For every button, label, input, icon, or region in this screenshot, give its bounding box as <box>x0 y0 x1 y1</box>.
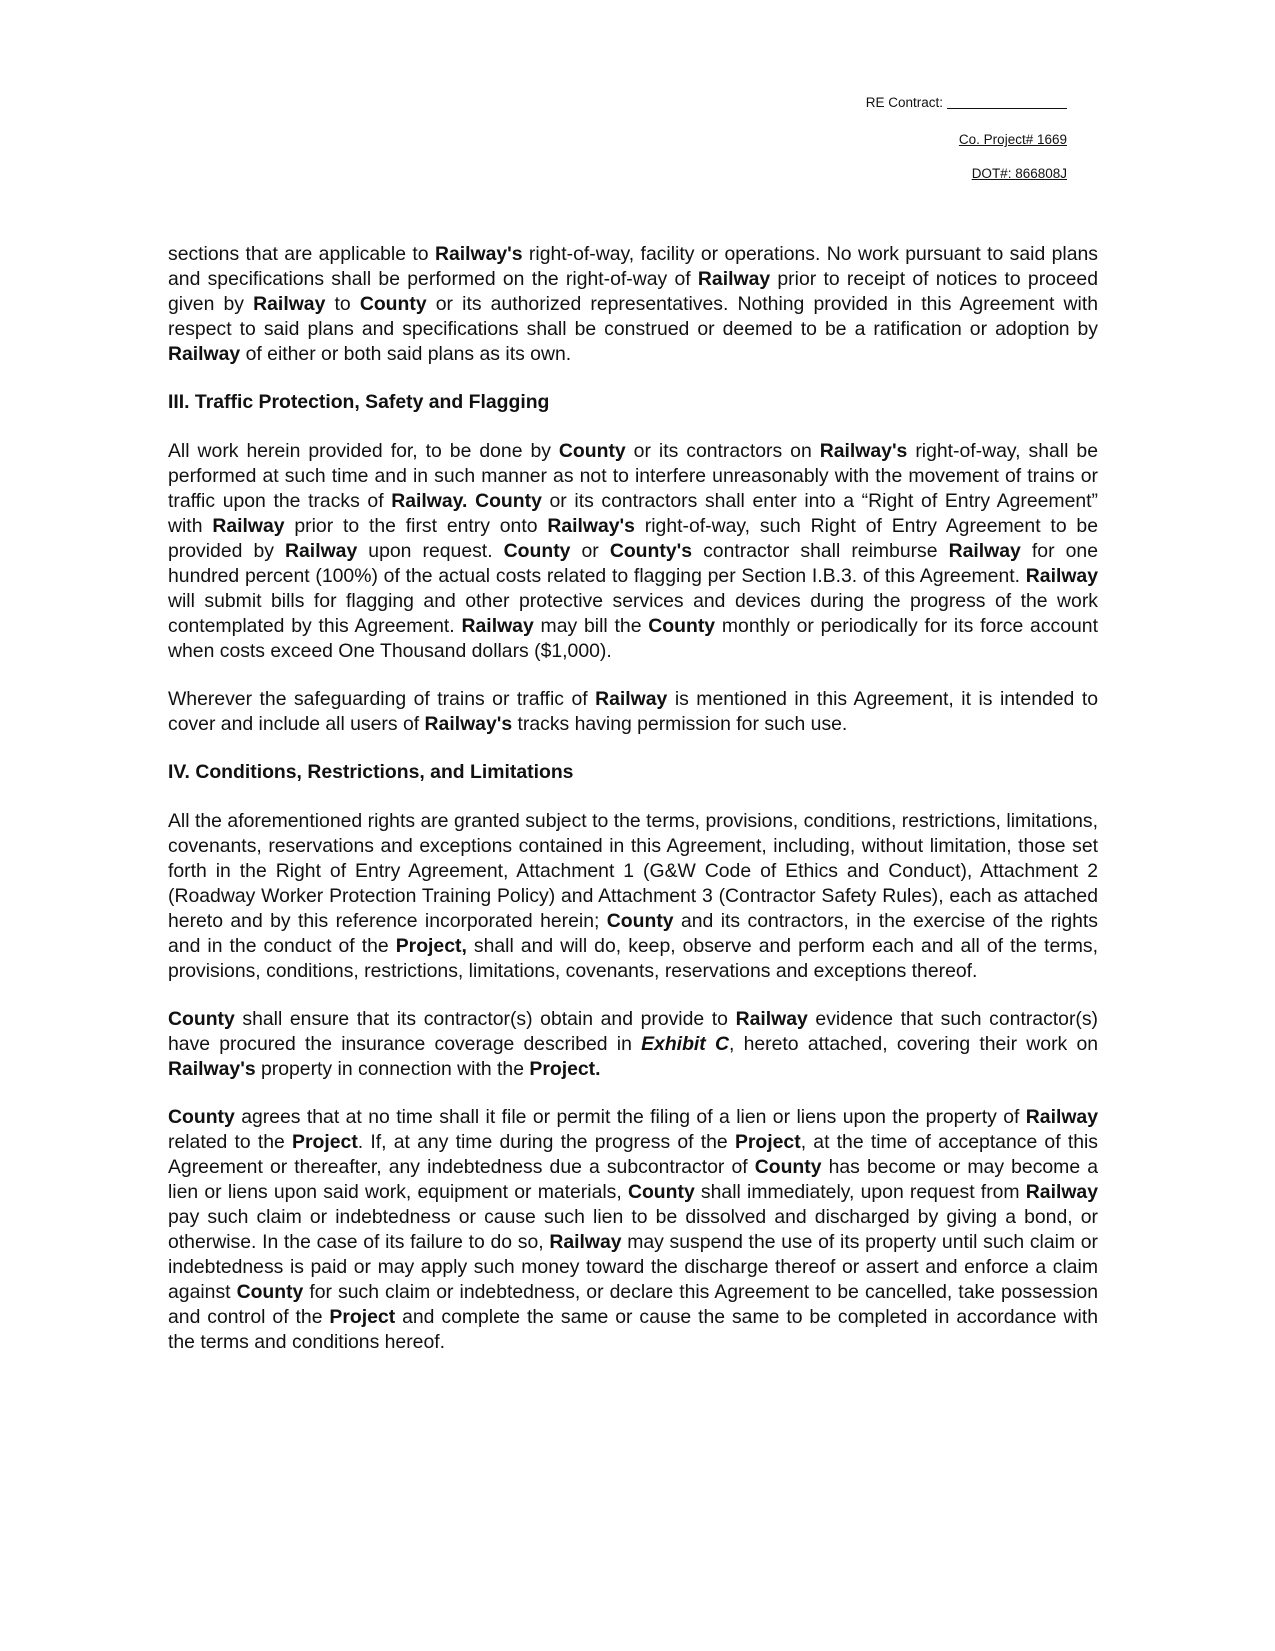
text-run: County <box>359 293 427 315</box>
paragraph <box>168 439 1098 664</box>
text-run: prior to the first entry onto <box>284 515 548 537</box>
text-run: pay such claim or indebtedness or cause such lien to be dissolved and discharged by giving a bond, or otherwise. In the case of its failure to do so, <box>168 1206 1098 1253</box>
text-run: property in connection with the <box>255 1058 530 1080</box>
text-run: Project, <box>395 935 467 957</box>
text-run: will submit bills for flagging and other protective services and devices during the progress of the work contemplated by this Agreement. <box>168 590 1098 637</box>
text-run: right-of-way, such Right of Entry Agreement to be provided by <box>168 515 1098 562</box>
co-project-line <box>959 132 1067 148</box>
text-run: County <box>168 1008 235 1030</box>
text-run: Railway's <box>819 440 908 462</box>
text-run: IV. Conditions, Restrictions, and Limitations <box>168 761 574 783</box>
text-run: shall ensure that its contractor(s) obtain and provide to <box>234 1008 736 1030</box>
text-run: Railway. <box>391 490 468 512</box>
text-run: tracks having permission for such use. <box>512 713 848 735</box>
document-body <box>168 242 1098 1378</box>
text-run: , hereto attached, covering their work on <box>729 1033 1099 1055</box>
dot-line <box>972 166 1067 182</box>
text-run: shall immediately, upon request from <box>694 1181 1026 1203</box>
text-run: agrees that at no time shall it file or permit the filing of a lien or liens upon the property of <box>234 1106 1026 1128</box>
paragraph <box>168 809 1098 984</box>
text-run: All work herein provided for, to be done by <box>168 440 559 462</box>
text-run: County <box>475 490 542 512</box>
text-run: Project. <box>529 1058 601 1080</box>
text-run: or <box>570 540 610 562</box>
text-run: may bill the <box>533 615 649 637</box>
text-run: County <box>168 1106 235 1128</box>
text-run: upon request. <box>357 540 504 562</box>
paragraph <box>168 242 1098 367</box>
text-run: Railway's <box>168 1058 256 1080</box>
text-run: Railway's <box>547 515 635 537</box>
text-run: right-of-way, shall be performed at such time and in such manner as not to interfere unreasonably with the movement of trains or traffic upon the tracks of <box>168 440 1098 512</box>
text-run: is mentioned in this Agreement, it is intended to cover and include all users of <box>168 688 1099 735</box>
paragraph <box>168 1105 1098 1355</box>
text-run: to <box>325 293 360 315</box>
text-run: for one hundred percent (100%) of the actual costs related to flagging per Section I.B.3. of this Agreement. <box>168 540 1098 587</box>
text-run: County <box>754 1156 822 1178</box>
text-run: . If, at any time during the progress of the <box>357 1131 735 1153</box>
text-run: or its contractors shall enter into a “Right of Entry Agreement” with <box>168 490 1098 537</box>
text-run: evidence that such contractor(s) have procured the insurance coverage described in <box>168 1008 1099 1055</box>
text-run: Railway <box>549 1231 622 1253</box>
section-heading <box>168 390 1098 415</box>
text-run: Railway's <box>424 713 513 735</box>
text-run: County <box>503 540 571 562</box>
text-run: III. Traffic Protection, Safety and Flagging <box>168 391 550 413</box>
text-run: Railway <box>1025 1181 1098 1203</box>
text-run: County <box>606 910 674 932</box>
text-run: Railway's <box>434 243 523 265</box>
text-run: Exhibit C <box>641 1033 729 1055</box>
text-run: County <box>236 1281 304 1303</box>
text-run: County's <box>609 540 693 562</box>
text-run: shall and will do, keep, observe and perform each and all of the terms, provisions, conditions, restrictions, limitations, covenants, reservations and exceptions thereof. <box>168 935 1098 982</box>
text-run: has become or may become a lien or liens upon said work, equipment or materials, <box>168 1156 1098 1203</box>
text-run: monthly or periodically for its force account when costs exceed One Thousand dollars ($1,000). <box>168 615 1098 662</box>
re-contract-blank <box>947 108 1067 109</box>
re-contract-label: RE Contract: <box>865 95 943 110</box>
section-heading <box>168 760 1098 785</box>
text-run: Project <box>734 1131 801 1153</box>
text-run: County <box>648 615 716 637</box>
text-run: contractor shall reimburse <box>692 540 949 562</box>
text-run: Railway <box>735 1008 808 1030</box>
text-run: County <box>627 1181 695 1203</box>
text-run: Railway <box>948 540 1021 562</box>
text-run <box>467 490 475 512</box>
text-run: may suspend the use of its property until such claim or indebtedness is paid or may apply such money toward the discharge thereof or assert and enforce a claim against <box>168 1231 1098 1303</box>
text-run: Railway <box>697 268 771 290</box>
text-run: of either or both said plans as its own. <box>240 343 572 365</box>
text-run: Wherever the safeguarding of trains or traffic of <box>168 688 596 710</box>
text-run: Railway <box>461 615 534 637</box>
text-run: and complete the same or cause the same to be completed in accordance with the terms and conditions hereof. <box>168 1306 1099 1353</box>
text-run: or its contractors on <box>625 440 820 462</box>
text-run: Project <box>329 1306 396 1328</box>
text-run: Railway <box>253 293 326 315</box>
text-run: Railway <box>1025 1106 1098 1128</box>
text-run: and its contractors, in the exercise of the rights and in the conduct of the <box>168 910 1099 957</box>
co-project-number: Co. Project# 1669 <box>958 132 1067 147</box>
text-run: Project <box>292 1131 358 1153</box>
text-run: prior to receipt of notices to proceed given by <box>168 268 1098 315</box>
text-run: sections that are applicable to <box>168 243 435 265</box>
text-run: Railway <box>285 540 358 562</box>
text-run: or its authorized representatives. Nothing provided in this Agreement with respect to said plans and specifications shall be construed or deemed to be a ratification or adoption by <box>168 293 1098 340</box>
text-run: All the aforementioned rights are granted subject to the terms, provisions, conditions, restrictions, limitations, covenants, reservations and exceptions contained in this Agreement, including, without limitation, those set forth in the Right of Entry Agreement, Attachment 1 (G&W Code of Ethics and Conduct), Attachment 2 (Roadway Worker Protection Training Policy) and Attachment 3 (Contractor Safety Rules), each as attached hereto and by this reference incorporated herein; <box>168 810 1098 932</box>
paragraph <box>168 1007 1098 1082</box>
dot-number: DOT#: 866808J <box>971 166 1067 181</box>
text-run: right-of-way, facility or operations. No work pursuant to said plans and specifications shall be performed on the right-of-way of <box>168 243 1098 290</box>
text-run: Railway <box>1025 565 1098 587</box>
text-run: for such claim or indebtedness, or declare this Agreement to be cancelled, take possession and control of the <box>168 1281 1098 1328</box>
re-contract-line <box>866 95 1067 111</box>
text-run: Railway <box>168 343 241 365</box>
text-run: related to the <box>168 1131 293 1153</box>
text-run: , at the time of acceptance of this Agreement or thereafter, any indebtedness due a subcontractor of <box>168 1131 1098 1178</box>
text-run: Railway <box>595 688 668 710</box>
paragraph <box>168 687 1098 737</box>
text-run: County <box>558 440 626 462</box>
text-run: Railway <box>212 515 285 537</box>
